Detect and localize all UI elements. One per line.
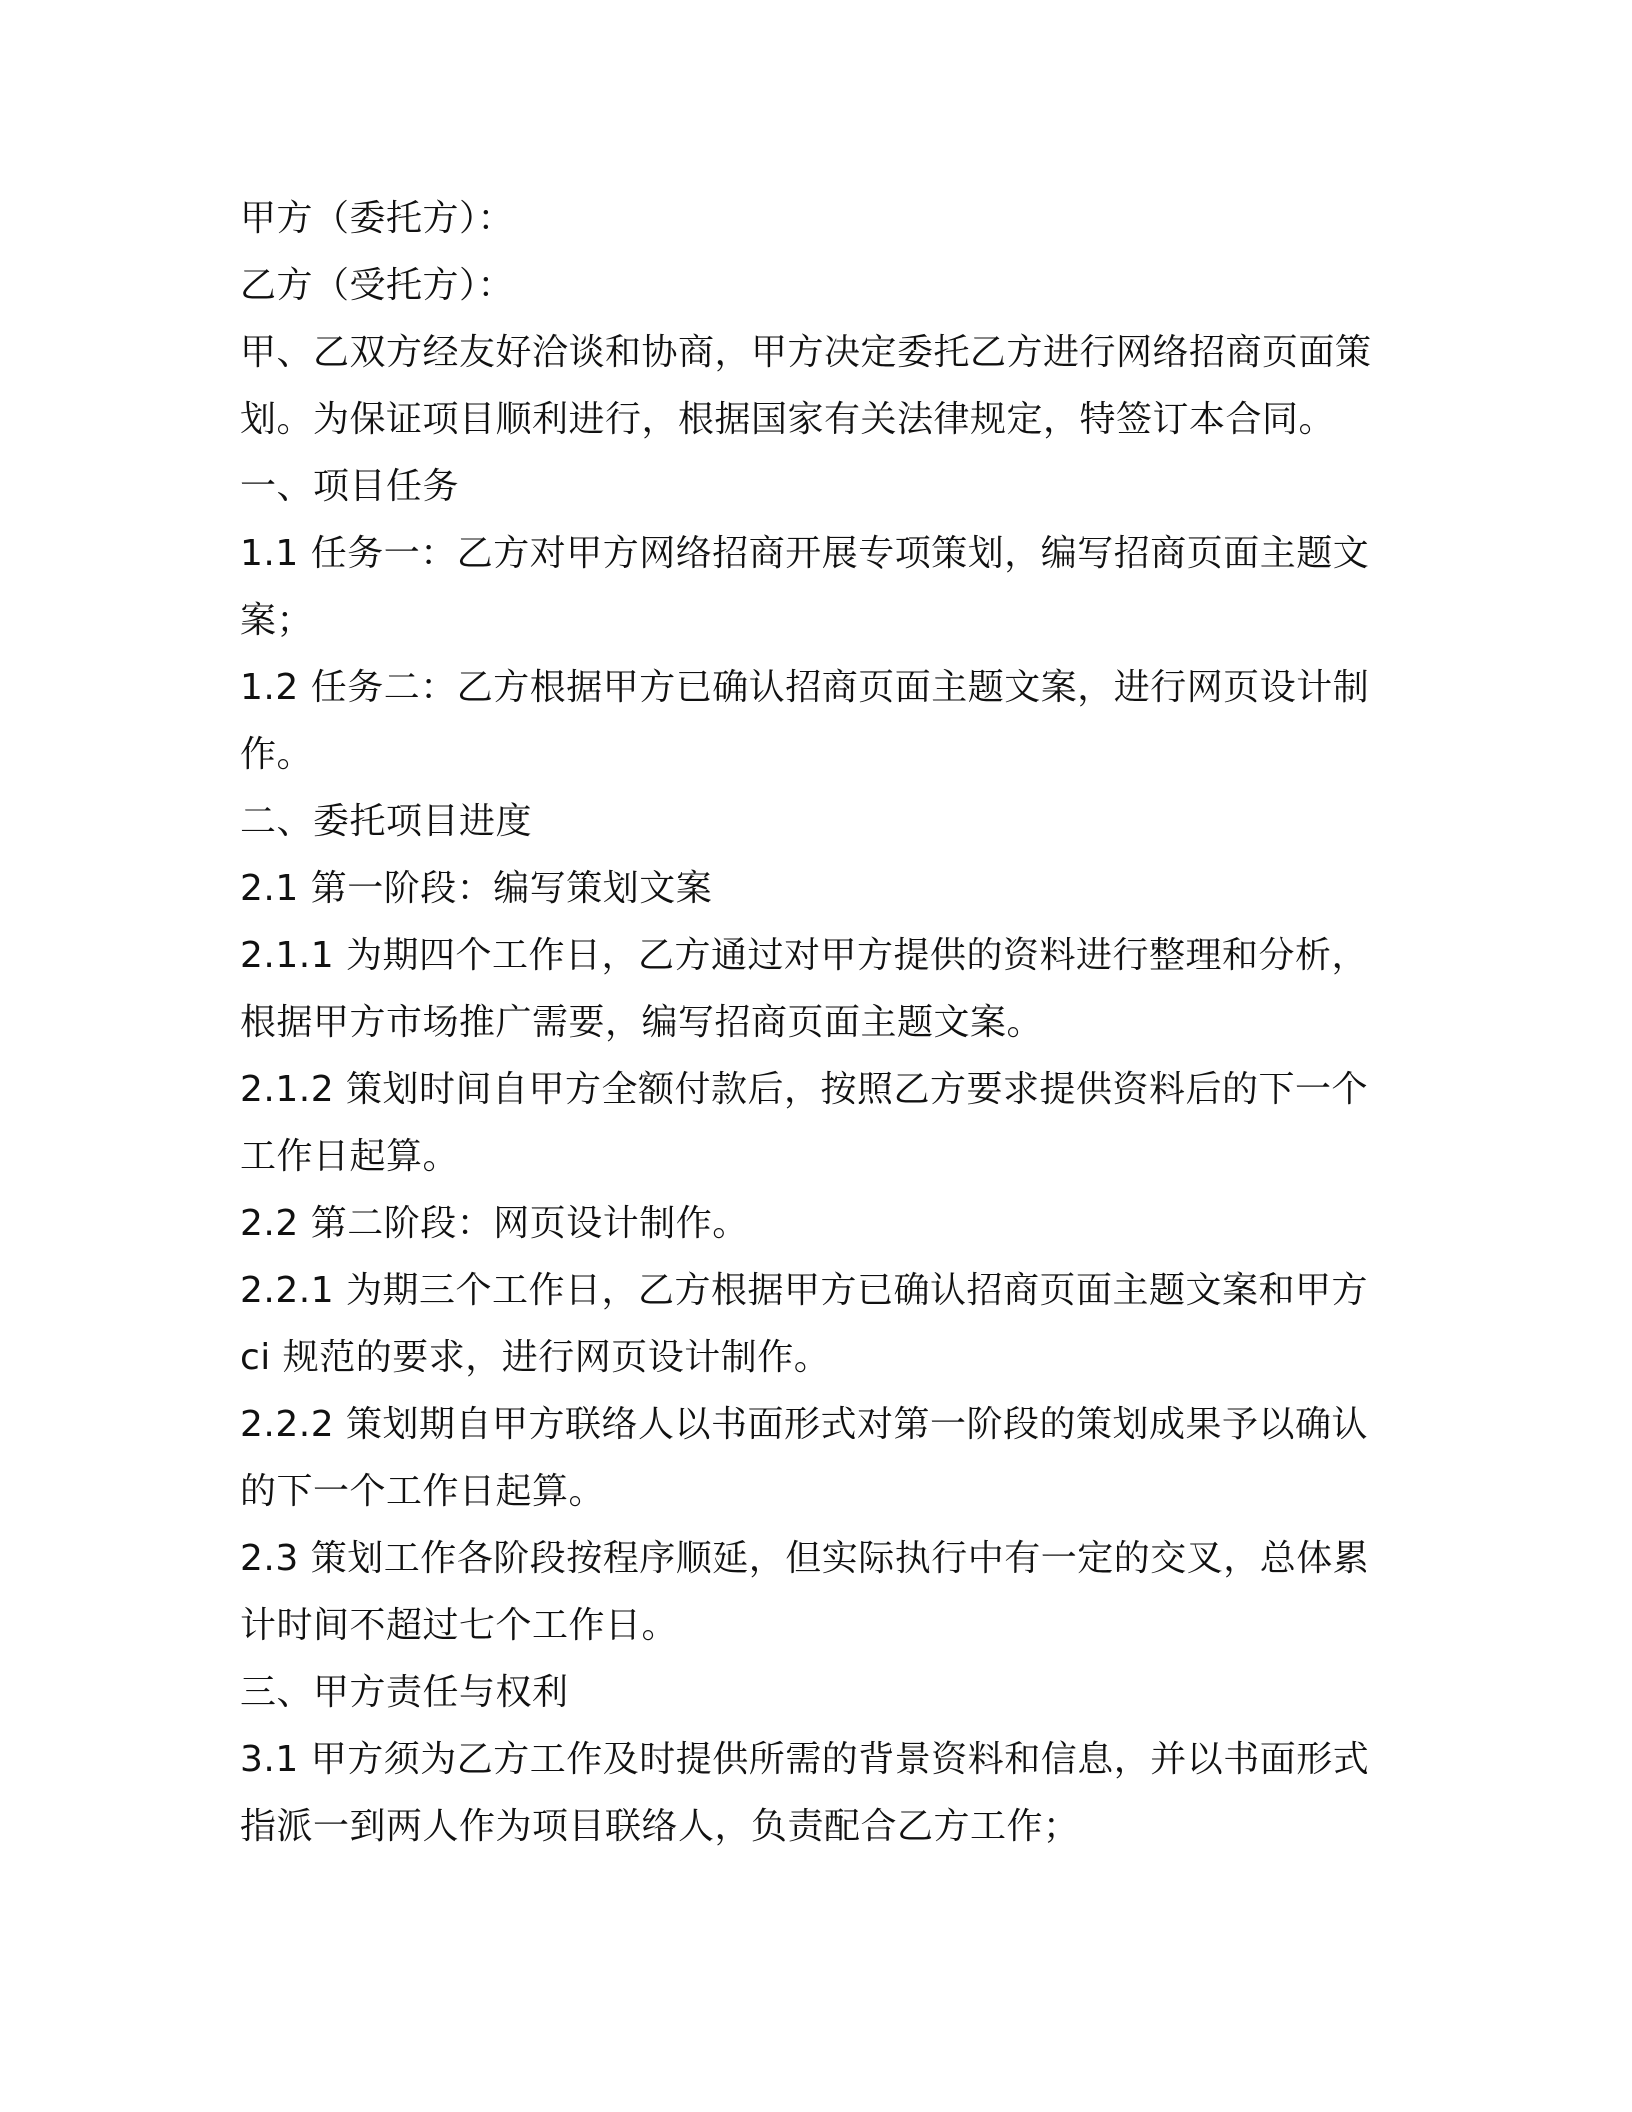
intro-paragraph: 甲、乙双方经友好洽谈和协商，甲方决定委托乙方进行网络招商页面策划。为保证项目顺利进行，根据国家有关法律规定，特签订本合同。: [240, 332, 1372, 440]
clause-2-1: 2.1 第一阶段：编写策划文案: [240, 868, 713, 909]
clause-1-2: 1.2 任务二：乙方根据甲方已确认招商页面主题文案，进行网页设计制作。: [240, 667, 1370, 775]
party-b-line: 乙方（受托方）：: [240, 265, 515, 306]
contract-body: [240, 185, 1390, 1860]
clause-2-2: 2.2 第二阶段：网页设计制作。: [240, 1203, 749, 1244]
clause-2-1-1: 2.1.1 为期四个工作日，乙方通过对甲方提供的资料进行整理和分析，根据甲方市场推广需要，编写招商页面主题文案。: [240, 935, 1369, 1043]
section-3-heading: 三、甲方责任与权利: [240, 1672, 569, 1713]
clause-2-2-1: 2.2.1 为期三个工作日，乙方根据甲方已确认招商页面主题文案和甲方 ci 规范的要求，进行网页设计制作。: [240, 1270, 1369, 1378]
clause-1-1: 1.1 任务一：乙方对甲方网络招商开展专项策划，编写招商页面主题文案；: [240, 533, 1370, 641]
clause-2-3: 2.3 策划工作各阶段按程序顺延，但实际执行中有一定的交叉，总体累计时间不超过七个工作日。: [240, 1538, 1370, 1646]
section-2-heading: 二、委托项目进度: [240, 801, 533, 842]
clause-2-2-2: 2.2.2 策划期自甲方联络人以书面形式对第一阶段的策划成果予以确认的下一个工作日起算。: [240, 1404, 1369, 1512]
clause-3-1: 3.1 甲方须为乙方工作及时提供所需的背景资料和信息，并以书面形式指派一到两人作为项目联络人，负责配合乙方工作；: [240, 1739, 1370, 1847]
clause-2-1-2: 2.1.2 策划时间自甲方全额付款后，按照乙方要求提供资料后的下一个工作日起算。: [240, 1069, 1369, 1177]
party-a-line: 甲方（委托方）：: [240, 198, 515, 239]
section-1-heading: 一、项目任务: [240, 466, 460, 507]
